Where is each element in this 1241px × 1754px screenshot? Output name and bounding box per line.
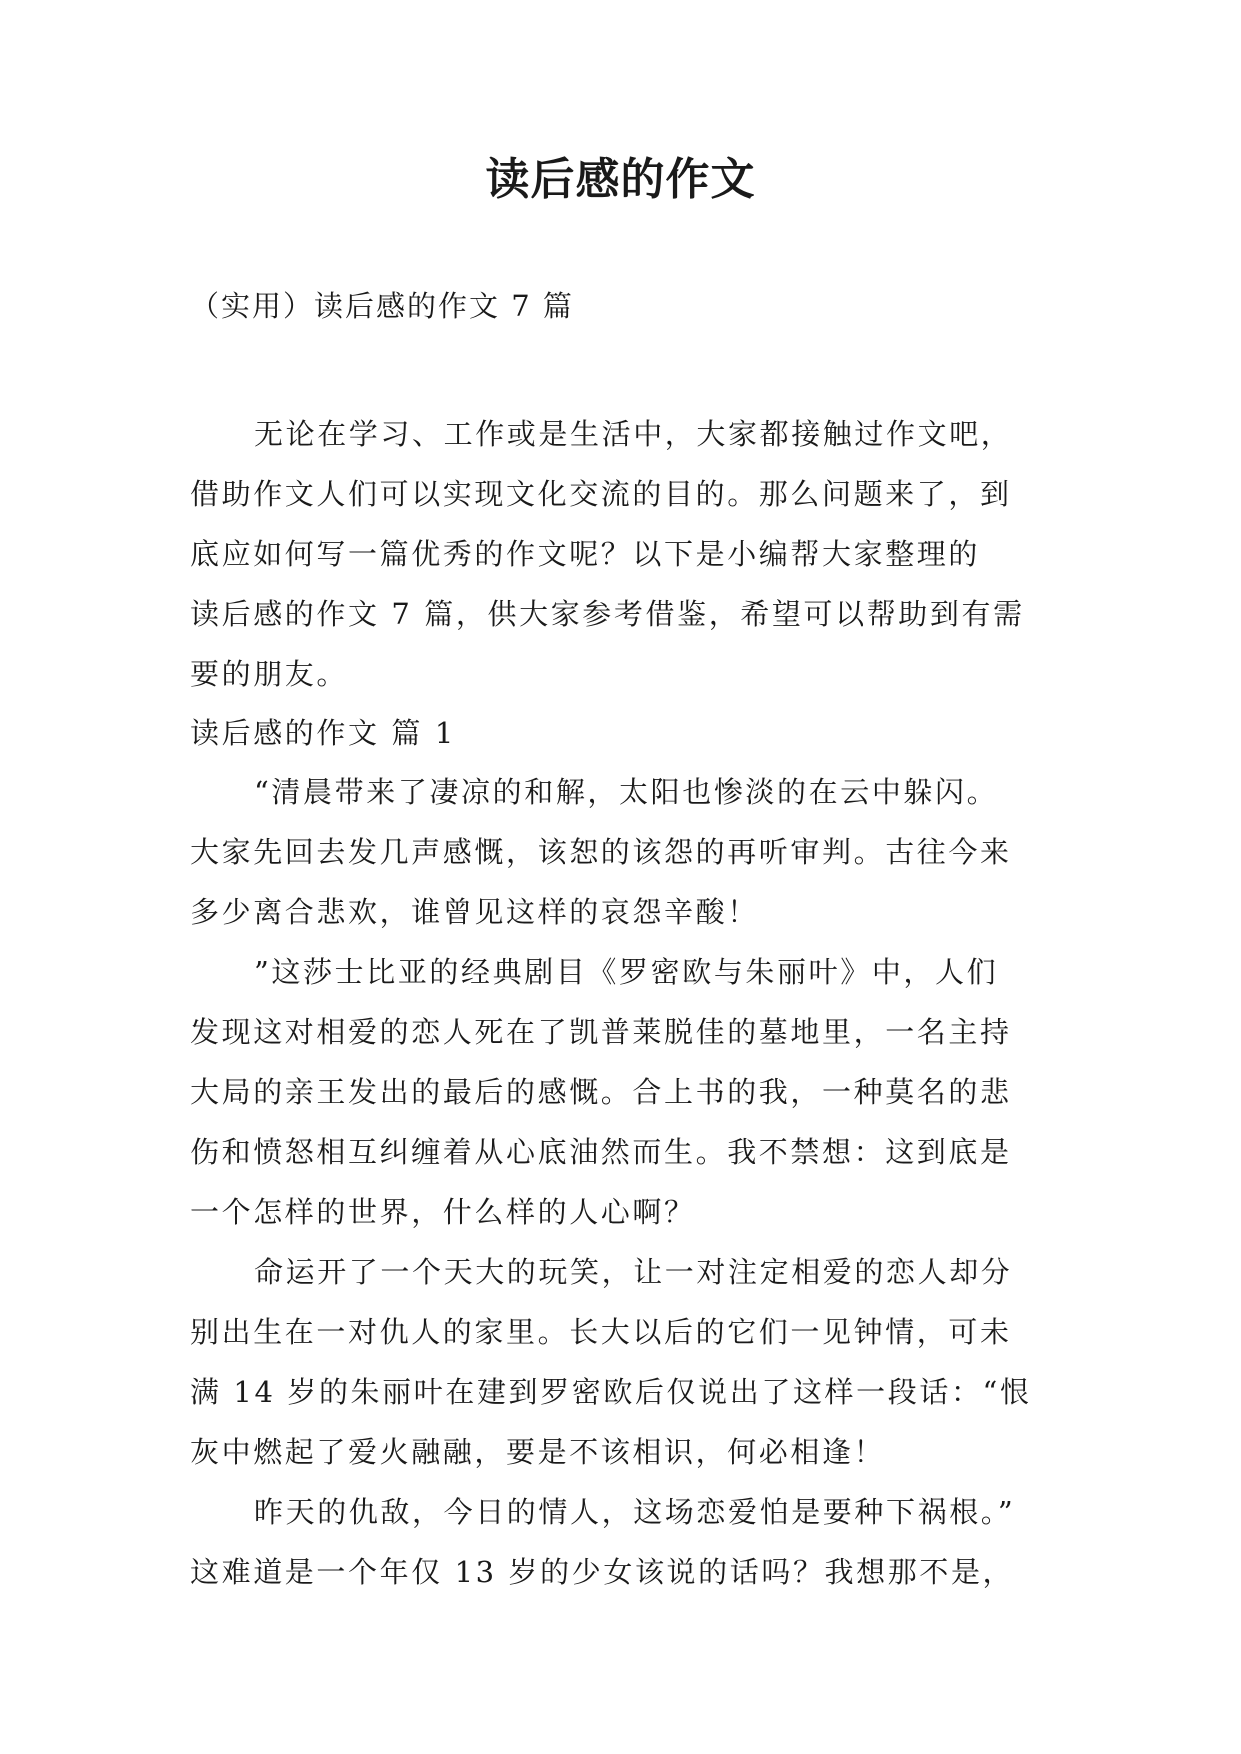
text-line: 命运开了一个天大的玩笑，让一对注定相爱的恋人却分 xyxy=(254,1255,1013,1289)
text-line: 发现这对相爱的恋人死在了凯普莱脱佳的墓地里，一名主持 xyxy=(190,1015,1012,1049)
text-line: “清晨带来了凄凉的和解，太阳也惨淡的在云中躲闪。 xyxy=(254,775,999,809)
document-body xyxy=(190,404,1070,1602)
text-line: ”这莎士比亚的经典剧目《罗密欧与朱丽叶》中，人们 xyxy=(254,955,999,989)
text-line: 大家先回去发几声感慨，该恕的该怨的再听审判。古往今来 xyxy=(190,835,1012,869)
document-subtitle: （实用）读后感的作文 7 篇 xyxy=(190,289,574,323)
text-line: 读后感的作文 7 篇，供大家参考借鉴，希望可以帮助到有需 xyxy=(190,597,1025,631)
document-title: 读后感的作文 xyxy=(485,154,756,205)
text-line: 伤和愤怒相互纠缠着从心底油然而生。我不禁想：这到底是 xyxy=(190,1135,1012,1169)
text-line: 这难道是一个年仅 13 岁的少女该说的话吗？我想那不是， xyxy=(190,1555,1015,1589)
text-line: 一个怎样的世界，什么样的人心啊？ xyxy=(190,1195,696,1229)
text-line: 大局的亲王发出的最后的感慨。合上书的我，一种莫名的悲 xyxy=(190,1075,1012,1109)
text-line: 底应如何写一篇优秀的作文呢？以下是小编帮大家整理的 xyxy=(190,537,981,571)
section-heading: 读后感的作文 篇 1 xyxy=(190,716,456,750)
text-line: 昨天的仇敌，今日的情人，这场恋爱怕是要种下祸根。” xyxy=(254,1495,1016,1529)
text-line: 满 14 岁的朱丽叶在建到罗密欧后仅说出了这样一段话：“恨 xyxy=(190,1375,1032,1409)
text-line: 别出生在一对仇人的家里。长大以后的它们一见钟情，可未 xyxy=(190,1315,1012,1349)
text-line: 借助作文人们可以实现文化交流的目的。那么问题来了，到 xyxy=(190,477,1012,511)
text-line: 多少离合悲欢，谁曾见这样的哀怨辛酸！ xyxy=(190,895,759,929)
text-line: 无论在学习、工作或是生活中，大家都接触过作文吧， xyxy=(254,417,1013,451)
text-line: 要的朋友。 xyxy=(190,657,349,691)
text-line: 灰中燃起了爱火融融，要是不该相识，何必相逢！ xyxy=(190,1435,886,1469)
